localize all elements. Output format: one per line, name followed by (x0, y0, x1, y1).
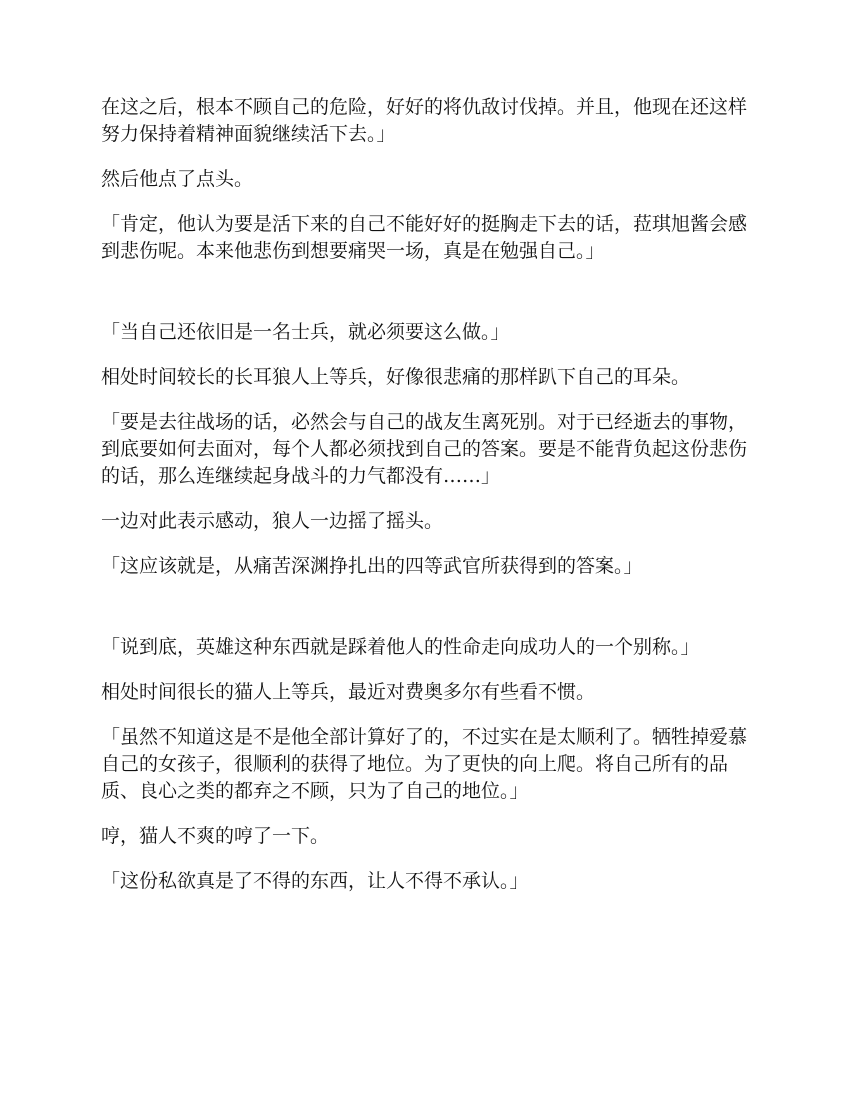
paragraph-13: 「这份私欲真是了不得的东西，让人不得不承认。」 (101, 870, 529, 892)
paragraph-8: 「这应该就是，从痛苦深渊挣扎出的四等武官所获得到的答案。」 (101, 555, 643, 577)
section-break-2 (101, 598, 749, 634)
paragraph-4: 「当自己还依旧是一名士兵，就必须要这么做。」 (101, 321, 510, 343)
paragraph-1: 在这之后，根本不顾自己的危险，好好的将仇敌讨伐掉。并且，他现在还这样努力保持着精神面貌继续活下去。」 (101, 96, 748, 145)
document-body (101, 94, 749, 913)
paragraph-12: 哼，猫人不爽的哼了一下。 (101, 825, 330, 847)
paragraph-5: 相处时间较长的长耳狼人上等兵，好像很悲痛的那样趴下自己的耳朵。 (101, 366, 691, 388)
paragraph-7: 一边对此表示感动，狼人一边摇了摇头。 (101, 510, 444, 532)
paragraph-9: 「说到底，英雄这种东西就是踩着他人的性命走向成功人的一个别称。」 (101, 636, 700, 658)
section-break-1 (101, 283, 749, 319)
paragraph-10: 相处时间很长的猫人上等兵，最近对费奥多尔有些看不惯。 (101, 681, 596, 703)
paragraph-2: 然后他点了点头。 (101, 168, 254, 190)
paragraph-3: 「肯定，他认为要是活下来的自己不能好好的挺胸走下去的话，菈琪旭酱会感到悲伤呢。本来他悲伤到想要痛哭一场，真是在勉强自己。」 (101, 213, 748, 262)
paragraph-11: 「虽然不知道这是不是他全部计算好了的，不过实在是太顺利了。牺牲掉爱慕自己的女孩子，很顺利的获得了地位。为了更快的向上爬。将自己所有的品质、良心之类的都弃之不顾，只为了自己的地位。」 (101, 726, 748, 802)
paragraph-6: 「要是去往战场的话，必然会与自己的战友生离死别。对于已经逝去的事物，到底要如何去面对，每个人都必须找到自己的答案。要是不能背负起这份悲伤的话，那么连继续起身战斗的力气都没有……」 (101, 411, 748, 487)
